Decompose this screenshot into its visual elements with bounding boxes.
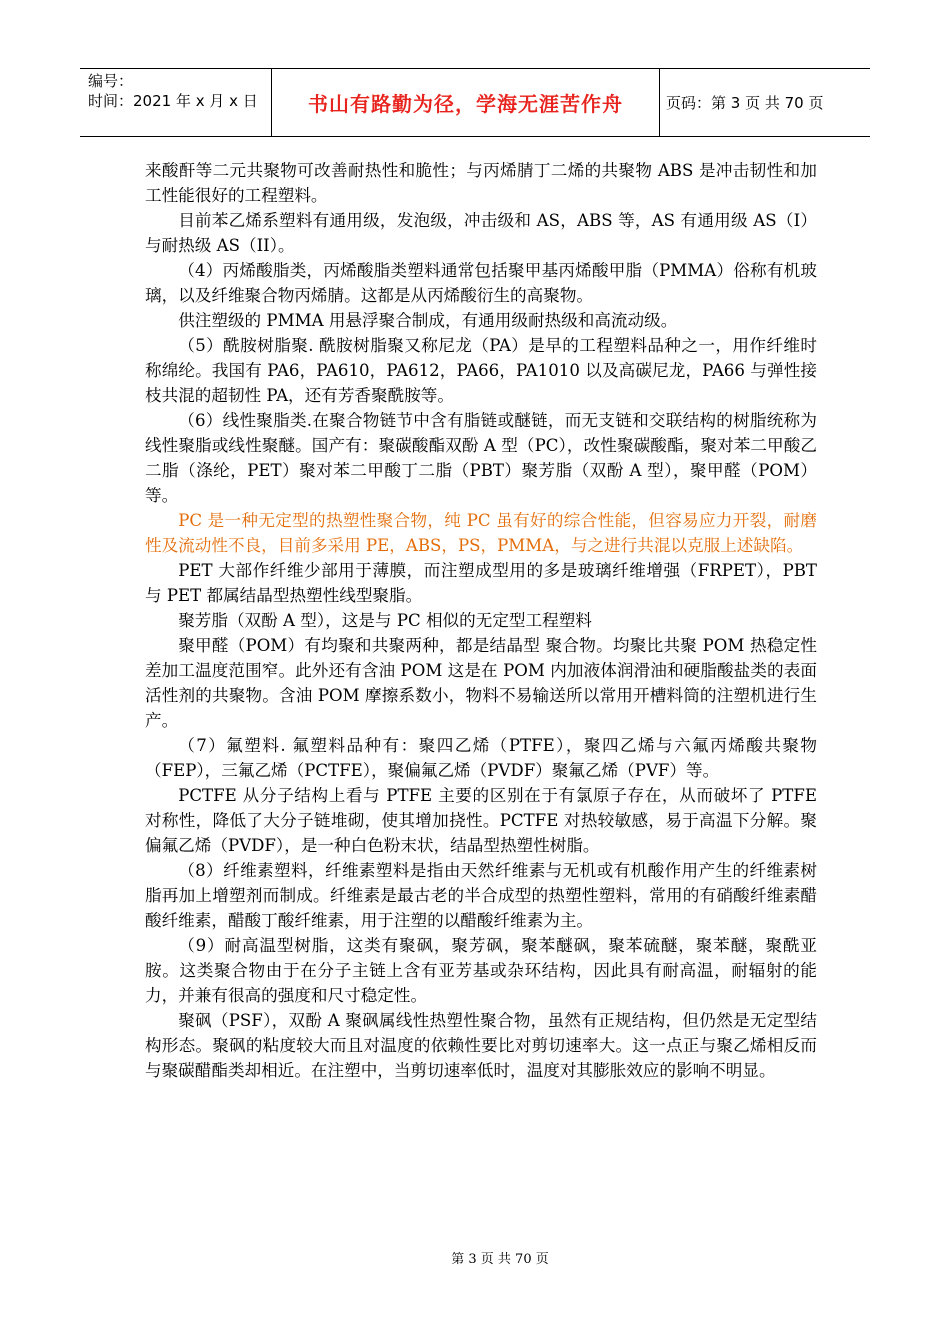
header-meta <box>80 69 272 136</box>
header-motto: 书山有路勤为径，学海无涯苦作舟 <box>272 69 660 136</box>
paragraph-5: （5）酰胺树脂聚. 酰胺树脂聚又称尼龙（PA）是早的工程塑料品种之一，用作纤维时称绵纶。我国有 PA6，PA610，PA612，PA66，PA1010 以及高碳尼龙，PA66 与弹性接枝共混的超韧性 PA，还有芳香聚酰胺等。 <box>145 336 817 405</box>
page-footer: 第 3 页 共 70 页 <box>451 1252 549 1267</box>
paragraph-8: PET 大部作纤维少部用于薄膜，而注塑成型用的多是玻璃纤维增强（FRPET），PBT 与 PET 都属结晶型热塑性线型聚脂。 <box>145 561 817 605</box>
paragraph-10: 聚甲醛（POM）有均聚和共聚两种，都是结晶型 聚合物。均聚比共聚 POM 热稳定性差加工温度范围窄。此外还有含油 POM 这是在 POM 内加液体润滑油和硬脂酸盐类的表面活性剂的共聚物。含油 POM 摩擦系数小，物料不易输送所以常用开槽料筒的注塑机进行生产。 <box>145 636 817 730</box>
paragraph-9: 聚芳脂（双酚 A 型），这是与 PC 相似的无定型工程塑料 <box>178 611 592 630</box>
paragraph-4: 供注塑级的 PMMA 用悬浮聚合制成，有通用级耐热级和高流动级。 <box>178 311 678 330</box>
document-time-label: 时间：2021 年 x 月 x 日 <box>88 92 258 110</box>
paragraph-1: 来酸酐等二元共聚物可改善耐热性和脆性；与丙烯腈丁二烯的共聚物 ABS 是冲击韧性和加工性能很好的工程塑料。 <box>145 161 817 205</box>
paragraph-13: （8）纤维素塑料，纤维素塑料是指由天然纤维素与无机或有机酸作用产生的纤维素树脂再加上增塑剂而制成。纤维素是最古老的半合成型的热塑性塑料，常用的有硝酸纤维素醋酸纤维素，醋酸丁酸纤维素，用于注塑的以醋酸纤维素为主。 <box>145 861 817 930</box>
document-body <box>145 158 817 1083</box>
paragraph-12: PCTFE 从分子结构上看与 PTFE 主要的区别在于有氯原子存在，从而破坏了 PTFE 对称性，降低了大分子链堆砌，使其增加挠性。PCTFE 对热较敏感，易于高温下分解。聚偏氟乙烯（PVDF），是一种白色粉末状，结晶型热塑性树脂。 <box>145 786 817 855</box>
paragraph-6: （6）线性聚脂类.在聚合物链节中含有脂链或醚链，而无支链和交联结构的树脂统称为线性聚脂或线性聚醚。国产有：聚碳酸酯双酚 A 型（PC），改性聚碳酸酯，聚对苯二甲酸乙二脂（涤纶，PET）聚对苯二甲酸丁二脂（PBT）聚芳脂（双酚 A 型），聚甲醛（POM）等。 <box>145 411 817 505</box>
paragraph-11: （7）氟塑料. 氟塑料品种有：聚四乙烯（PTFE），聚四乙烯与六氟丙烯酸共聚物（FEP），三氟乙烯（PCTFE），聚偏氟乙烯（PVDF）聚氟乙烯（PVF）等。 <box>145 736 817 780</box>
paragraph-14: （9）耐高温型树脂，这类有聚砜，聚芳砜，聚苯醚砜，聚苯硫醚，聚苯醚，聚酰亚胺。这类聚合物由于在分子主链上含有亚芳基或杂环结构，因此具有耐高温，耐辐射的能力，并兼有很高的强度和尺寸稳定性。 <box>145 936 817 1005</box>
paragraph-15: 聚砜（PSF），双酚 A 聚砜属线性热塑性聚合物，虽然有正规结构，但仍然是无定型结构形态。聚砜的粘度较大而且对温度的依赖性要比对剪切速率大。这一点正与聚乙烯相反而与聚碳醋酯类却相近。在注塑中，当剪切速率低时，温度对其膨胀效应的影响不明显。 <box>145 1011 817 1080</box>
paragraph-2: 目前苯乙烯系塑料有通用级，发泡级，冲击级和 AS，ABS 等，AS 有通用级 AS（I）与耐热级 AS（II）。 <box>145 211 817 255</box>
page-header <box>80 68 870 137</box>
paragraph-3: （4）丙烯酸脂类，丙烯酸脂类塑料通常包括聚甲基丙烯酸甲脂（PMMA）俗称有机玻璃，以及纤维聚合物丙烯腈。这都是从丙烯酸衍生的高聚物。 <box>145 261 817 305</box>
header-page-label: 页码：第 3 页 共 70 页 <box>666 94 824 112</box>
document-number-label: 编号： <box>88 72 134 90</box>
paragraph-7-highlighted: PC 是一种无定型的热塑性聚合物，纯 PC 虽有好的综合性能，但容易应力开裂，耐磨性及流动性不良，目前多采用 PE，ABS，PS，PMMA，与之进行共混以克服上述缺陷。 <box>145 511 817 555</box>
